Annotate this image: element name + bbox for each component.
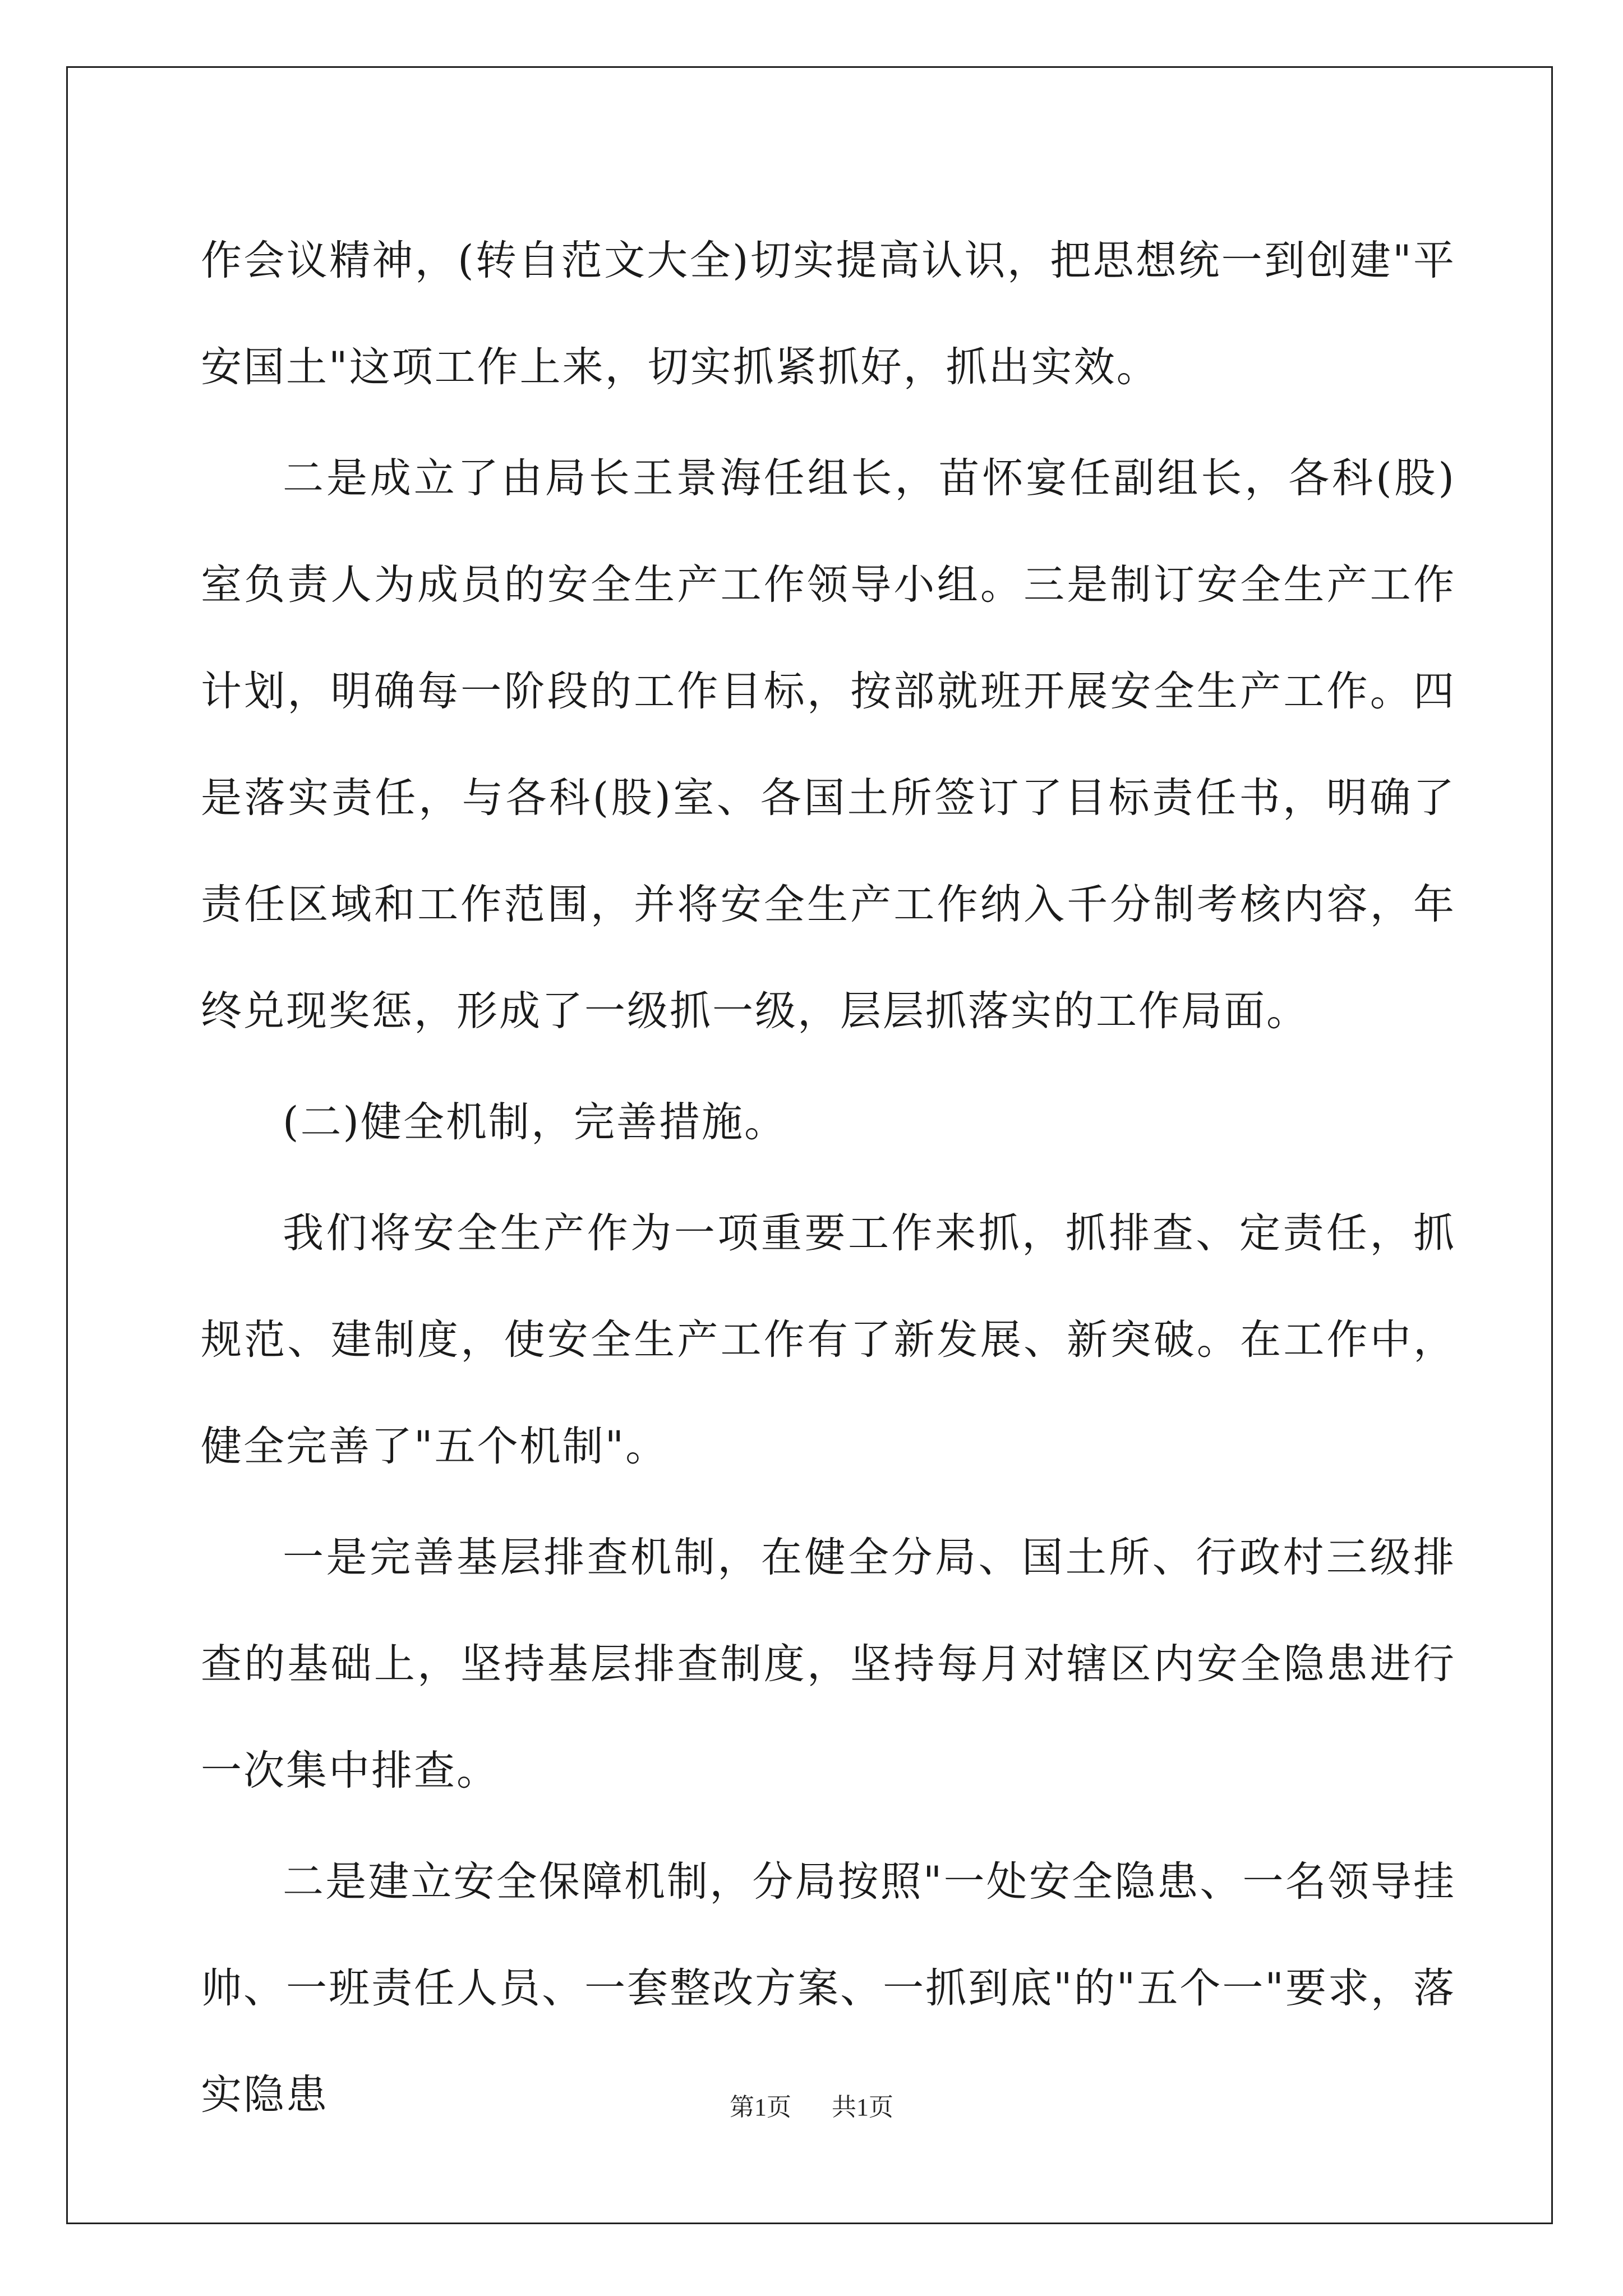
document-body — [201, 208, 1456, 2148]
paragraph-5: 一是完善基层排查机制，在健全分局、国土所、行政村三级排查的基础上，坚持基层排查制度，坚持每月对辖区内安全隐患进行一次集中排查。 — [201, 1534, 1456, 1795]
page-number-current: 第1页 — [730, 2093, 791, 2121]
page-footer — [0, 2087, 1623, 2123]
page-number-total: 共1页 — [832, 2093, 893, 2121]
paragraph-1: 作会议精神，(转自范文大全)切实提高认识，把思想统一到创建"平安国土"这项工作上来，切实抓紧抓好，抓出实效。 — [201, 237, 1456, 391]
paragraph-3-heading: (二)健全机制，完善措施。 — [283, 1098, 787, 1146]
paragraph-4: 我们将安全生产作为一项重要工作来抓，抓排查、定责任，抓规范、建制度，使安全生产工作有了新发展、新突破。在工作中，健全完善了"五个机制"。 — [201, 1209, 1456, 1470]
paragraph-6: 二是建立安全保障机制，分局按照"一处安全隐患、一名领导挂帅、一班责任人员、一套整改方案、一抓到底"的"五个一"要求，落实隐患 — [201, 1858, 1456, 2119]
paragraph-2: 二是成立了由局长王景海任组长，苗怀宴任副组长，各科(股)室负责人为成员的安全生产工作领导小组。三是制订安全生产工作计划，明确每一阶段的工作目标，按部就班开展安全生产工作。四是落实责任，与各科(股)室、各国土所签订了目标责任书，明确了责任区域和工作范围，并将安全生产工作纳入千分制考核内容，年终兑现奖惩，形成了一级抓一级，层层抓落实的工作局面。 — [201, 454, 1456, 1035]
